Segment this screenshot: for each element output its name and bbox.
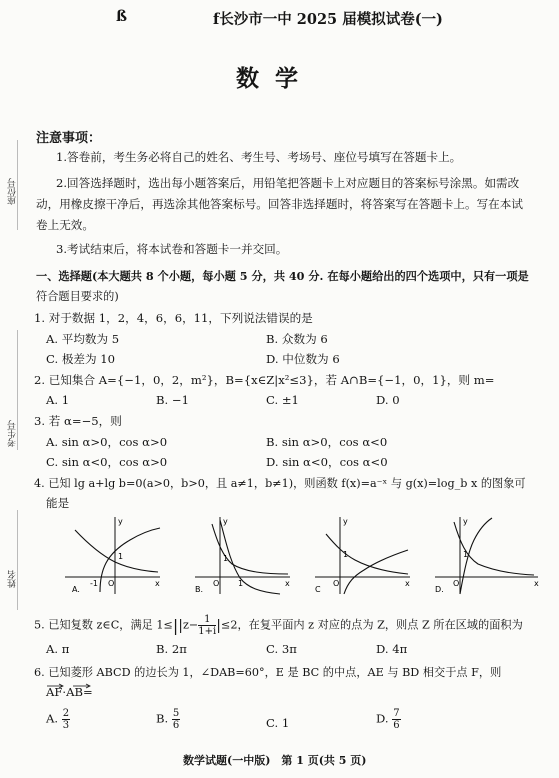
q1-option-c: C. 极差为 10: [46, 352, 116, 366]
abs-bar-inner-right: |: [216, 617, 221, 634]
notice-item-2-line-2: 动，用橡皮擦干净后，再选涂其他答案标号。回答非选择题时，将答案写在答题卡上。写在本试: [36, 197, 523, 211]
exam-number-label: 考生号: [8, 420, 18, 447]
notice-item-2-line-3: 卷上无效。: [36, 218, 94, 232]
q6-option-d: [376, 708, 401, 731]
q6-stem-line-2: AF·AB=: [46, 685, 93, 699]
origin-label: O: [213, 579, 220, 588]
q3-option-d: D. sin α<0，cos α<0: [266, 455, 388, 469]
axis-y-label: y: [223, 517, 228, 526]
exam-title: f长沙市一中 2025 届模拟试卷(一): [213, 11, 443, 28]
section-heading-line-1: 一、选择题(本大题共 8 个小题，每小题 5 分，共 40 分. 在每小题给出的四个选项中，只有一项是: [36, 269, 529, 283]
origin-label: O: [108, 579, 115, 588]
q5-stem-post: ≤2，在复平面内 z 对应的点为 Z，则点 Z 所在区域的面积为: [220, 618, 523, 632]
one-label: 1: [343, 550, 349, 559]
q6-a-num: 2: [62, 708, 70, 719]
page-footer: 数学试题(一中版) 第 1 页(共 5 页): [183, 754, 367, 767]
vector-arrows: [46, 681, 116, 689]
q3-option-b: B. sin α>0，cos α<0: [266, 435, 388, 449]
q6-option-c: C. 1: [266, 716, 290, 730]
axis-x-label: x: [405, 579, 410, 588]
q6-b-den: 6: [172, 720, 180, 731]
one-x-label: 1: [238, 579, 244, 588]
axis-y-label: y: [463, 517, 468, 526]
q5-fraction: [198, 614, 216, 637]
q4-graph-b: [190, 512, 300, 597]
q5-option-a: A. π: [46, 642, 70, 656]
q6-d-fraction: [392, 708, 400, 731]
axis-y-label: y: [343, 517, 348, 526]
seat-label: 座位号: [8, 178, 18, 205]
one-label: 1: [118, 552, 124, 561]
q2-option-a: A. 1: [46, 393, 70, 407]
axis-y-label: y: [118, 517, 123, 526]
graph-label-c: C: [315, 585, 321, 594]
q6-a-label: A.: [46, 711, 59, 726]
q6-d-label: D.: [376, 711, 389, 726]
binding-line-bottom: [17, 510, 18, 610]
q6-a-den: 3: [62, 720, 70, 731]
q6-b-fraction: [172, 708, 180, 731]
axis-x-label: x: [534, 579, 539, 588]
q6-option-b: [156, 708, 180, 731]
q3-stem: 3. 若 α=−5，则: [34, 414, 122, 428]
q2-option-b: B. −1: [156, 393, 189, 407]
q4-stem-line-2: 能是: [46, 496, 70, 510]
q2-option-d: D. 0: [376, 393, 400, 407]
q2-option-c: C. ±1: [266, 393, 299, 407]
q1-option-a: A. 平均数为 5: [46, 332, 120, 346]
section-heading-line-2: 符合题目要求的): [36, 290, 119, 303]
one-label: 1: [223, 554, 229, 563]
notice-heading: 注意事项：: [36, 131, 102, 146]
q6-option-a: [46, 708, 70, 731]
q4-graph-d: [430, 512, 545, 597]
q6-a-fraction: [62, 708, 70, 731]
q5-stem-pre: 5. 已知复数 z∈C，满足 1≤: [34, 618, 173, 632]
q1-option-d: D. 中位数为 6: [266, 352, 340, 366]
log-curve: [220, 520, 280, 594]
log-curve: [344, 550, 408, 594]
notice-item-3: 3.考试结束后，将本试卷和答题卡一并交回。: [56, 242, 288, 256]
abs-bar-outer-left: |: [172, 616, 179, 635]
q5-option-d: D. 4π: [376, 642, 408, 656]
q3-option-c: C. sin α<0，cos α>0: [46, 455, 168, 469]
q1-stem: 1. 对于数据 1，2，4，6，6，11，下列说法错误的是: [34, 311, 313, 325]
q6-b-label: B.: [156, 711, 169, 726]
q5-frac-num: 1: [198, 614, 216, 626]
q5-option-b: B. 2π: [156, 642, 187, 656]
axis-x-label: x: [285, 579, 290, 588]
subject-title: 数学: [236, 65, 314, 92]
q6-b-num: 5: [172, 708, 180, 719]
graph-label-b: B.: [195, 585, 204, 594]
q5-frac-den: 1+i: [198, 626, 217, 637]
q4-graph-a: [60, 512, 170, 597]
q4-graph-c: [310, 512, 420, 597]
neg-one-label: -1: [90, 579, 98, 588]
one-label: 1: [463, 550, 469, 559]
q6-stem-line-1: 6. 已知菱形 ABCD 的边长为 1，∠DAB=60°，E 是 BC 的中点，AE 与 BD 相交于点 F，则: [34, 666, 502, 679]
graph-label-d: D.: [435, 585, 444, 594]
q5-abs-inner: z−: [183, 618, 199, 632]
q5-option-c: C. 3π: [266, 642, 297, 656]
axis-x-label: x: [155, 579, 160, 588]
graph-label-a: A.: [72, 585, 80, 594]
q2-stem: 2. 已知集合 A={−1，0，2，m²}，B={x∈Z|x²≤3}，若 A∩B={−1，0，1}，则 m=: [34, 373, 495, 387]
q6-d-den: 6: [393, 720, 400, 731]
abs-bar-inner-left: |: [178, 617, 183, 634]
q5-stem: [34, 614, 523, 637]
q6-d-num: 7: [393, 708, 400, 719]
exp-curve: [75, 530, 158, 572]
origin-label: O: [333, 579, 340, 588]
q3-option-a: A. sin α>0，cos α>0: [46, 435, 168, 449]
q1-option-b: B. 众数为 6: [266, 332, 328, 346]
header-mark: ß: [116, 8, 128, 25]
notice-item-2-line-1: 2.回答选择题时，选出每小题答案后，用铅笔把答题卡上对应题目的答案标号涂黑。如需改: [56, 176, 520, 190]
origin-label: O: [453, 579, 460, 588]
notice-item-1: 1.答卷前，考生务必将自己的姓名、考生号、考场号、座位号填写在答题卡上。: [56, 150, 462, 164]
name-label: 姓名: [8, 570, 18, 588]
q4-stem-line-1: 4. 已知 lg a+lg b=0(a>0，b>0，且 a≠1，b≠1)，则函数 f(x)=a⁻ˣ 与 g(x)=log_b x 的图象可: [34, 477, 526, 490]
